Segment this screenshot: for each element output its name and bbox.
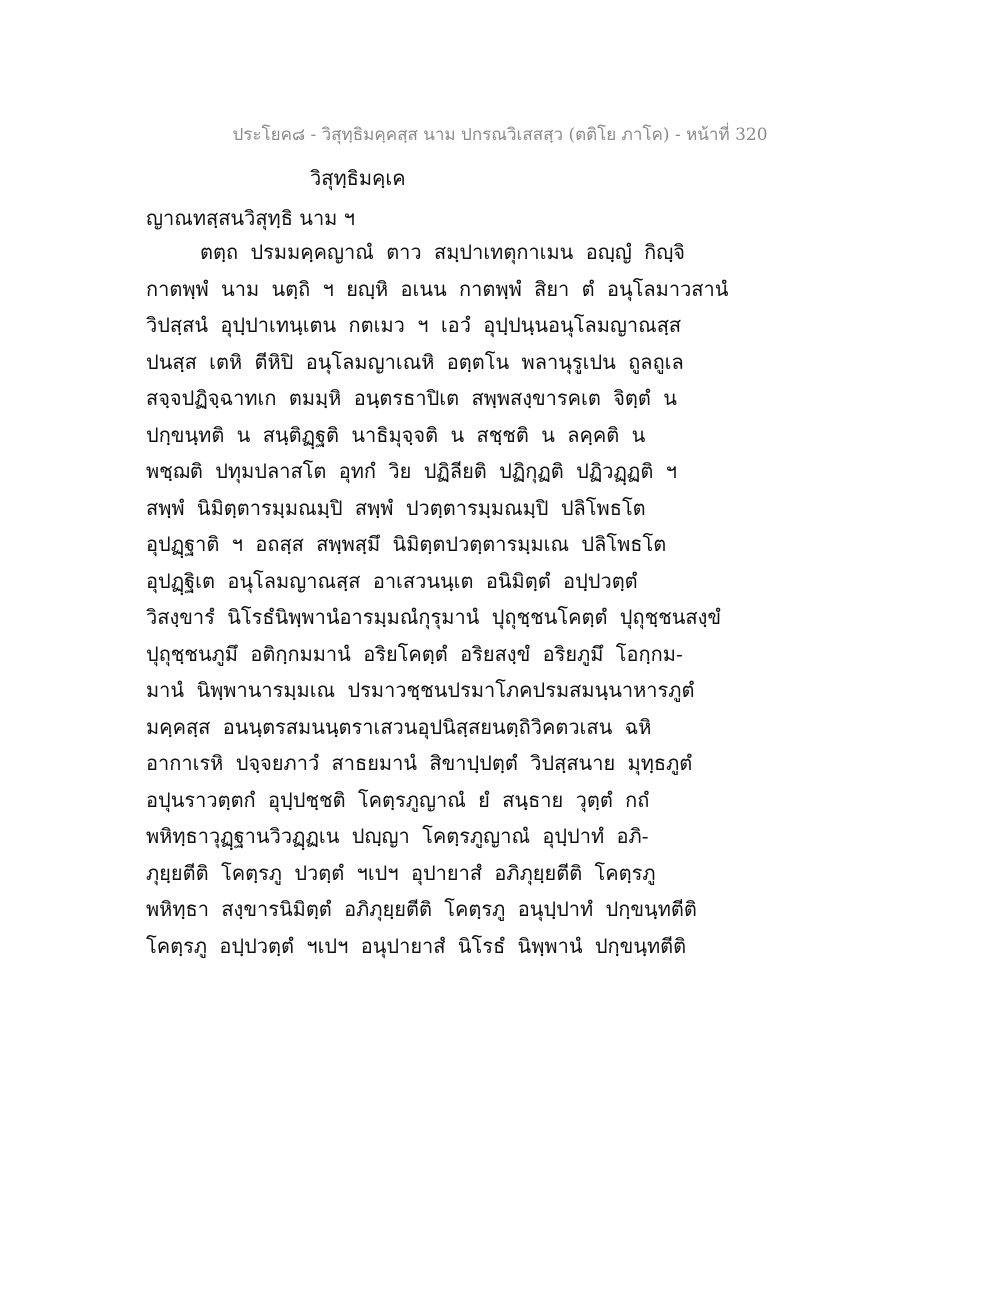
text-line: มคฺคสฺส อนนฺตรสมนนฺตราเสวนอุปนิสฺสยนตฺถิวิคตวเสน ฉหิ: [146, 714, 652, 739]
text-line: สจฺจปฏิจฺฉาทเก ตมมฺหิ อนฺตรธาปิเต สพฺพสงฺขารคเต จิตฺตํ น: [146, 386, 677, 410]
text-line: วิสงฺขารํ นิโรธํนิพฺพานํอารมฺมณํกุรุมานํ ปุถุชฺชนโคตฺตํ ปุถุชฺชนสงฺขํ: [146, 605, 722, 629]
text-line: ปนสฺส เตหิ ตีหิปิ อนุโลมญาเณหิ อตฺตโน พลานุรูเปน ถูลถูเล: [146, 349, 684, 374]
text-line: โคตฺรภู อปฺปวตฺตํ ฯเปฯ อนุปายาสํ นิโรธํ นิพฺพานํ ปกฺขนฺทตีติ: [146, 933, 687, 958]
text-line: มานํ นิพฺพานารมฺมเณ ปรมาวชฺชนปรมาโภคปรมสมนฺนาหารภูตํ: [146, 678, 695, 702]
text-line: อากาเรหิ ปจฺจยภาวํ สาธยมานํ สิขาปฺปตฺตํ วิปสฺสนาย มุทฺธภูตํ: [146, 751, 693, 775]
text-line: ภุยฺยตีติ โคตฺรภู ปวตฺตํ ฯเปฯ อุปายาสํ อภิภุยฺยตีติ โคตฺรภู: [146, 860, 656, 885]
text-line: กาตพฺพํ นาม นตฺถิ ฯ ยญฺหิ อเนน กาตพฺพํ สิยา ตํ อนุโลมาวสานํ: [146, 276, 729, 301]
section-title: ญาณทสฺสนวิสุทฺธิ นาม ฯ: [146, 206, 355, 230]
text-line: วิปสฺสนํ อุปฺปาเทนฺเตน กตเมว ฯ เอวํ อุปฺปนฺนอนุโลมญาณสฺส: [146, 313, 682, 337]
text-line: พหิทฺธาวุฏฺฐานวิวฏฺฏเน ปญฺญา โคตฺรภูญาณํ อุปฺปาทํ อภิ-: [146, 824, 649, 848]
text-line: ปกฺขนฺทติ น สนฺติฏฺฐติ นาธิมุจฺจติ น สชฺชติ น ลคฺคติ น: [146, 422, 646, 447]
body-text: [146, 240, 729, 971]
text-line: พชฺฌติ ปทุมปลาสโต อุทกํ วิย ปฏิลียติ ปฏิกุฏติ ปฏิวฏฺฏติ ฯ: [146, 459, 677, 483]
text-line: อุปฏฺฐาติ ฯ อถสฺส สพฺพสฺมึ นิมิตฺตปวตฺตารมฺมเณ ปลิโพธโต: [146, 532, 667, 556]
book-title: วิสุทฺธิมคฺเค: [310, 166, 406, 190]
text-line: อุปฏฺฐิเต อนุโลมญาณสฺส อาเสวนนฺเต อนิมิตฺตํ อปฺปวตฺตํ: [146, 568, 638, 593]
text-line: สพฺพํ นิมิตฺตารมฺมณมฺปิ สพฺพํ ปวตฺตารมฺมณมฺปิ ปลิโพธโต: [146, 495, 646, 520]
running-header-text: ประโยค๘ - วิสุทฺธิมคฺคสฺส นาม ปกรณวิเสสสฺว (ตติโย ภาโค) - หน้าที่ 320: [232, 125, 768, 145]
text-line: ตตฺถ ปรมมคฺคญาณํ ตาว สมฺปาเทตุกาเมน อญฺญํ กิญฺจิ: [200, 240, 686, 264]
text-line: พหิทฺธา สงฺขารนิมิตฺตํ อภิภุยฺยตีติ โคตฺรภู อนุปฺปาทํ ปกฺขนฺทตีติ: [146, 897, 697, 921]
running-header: [0, 121, 1000, 148]
text-line: อปุนราวตฺตกํ อุปฺปชฺชติ โคตฺรภูญาณํ ยํ สนฺธาย วุตฺตํ กถํ: [146, 787, 650, 812]
text-line: ปุถุชฺชนภูมึ อติกฺกมมานํ อริยโคตฺตํ อริยสงฺขํ อริยภูมึ โอกฺกม-: [146, 641, 683, 666]
